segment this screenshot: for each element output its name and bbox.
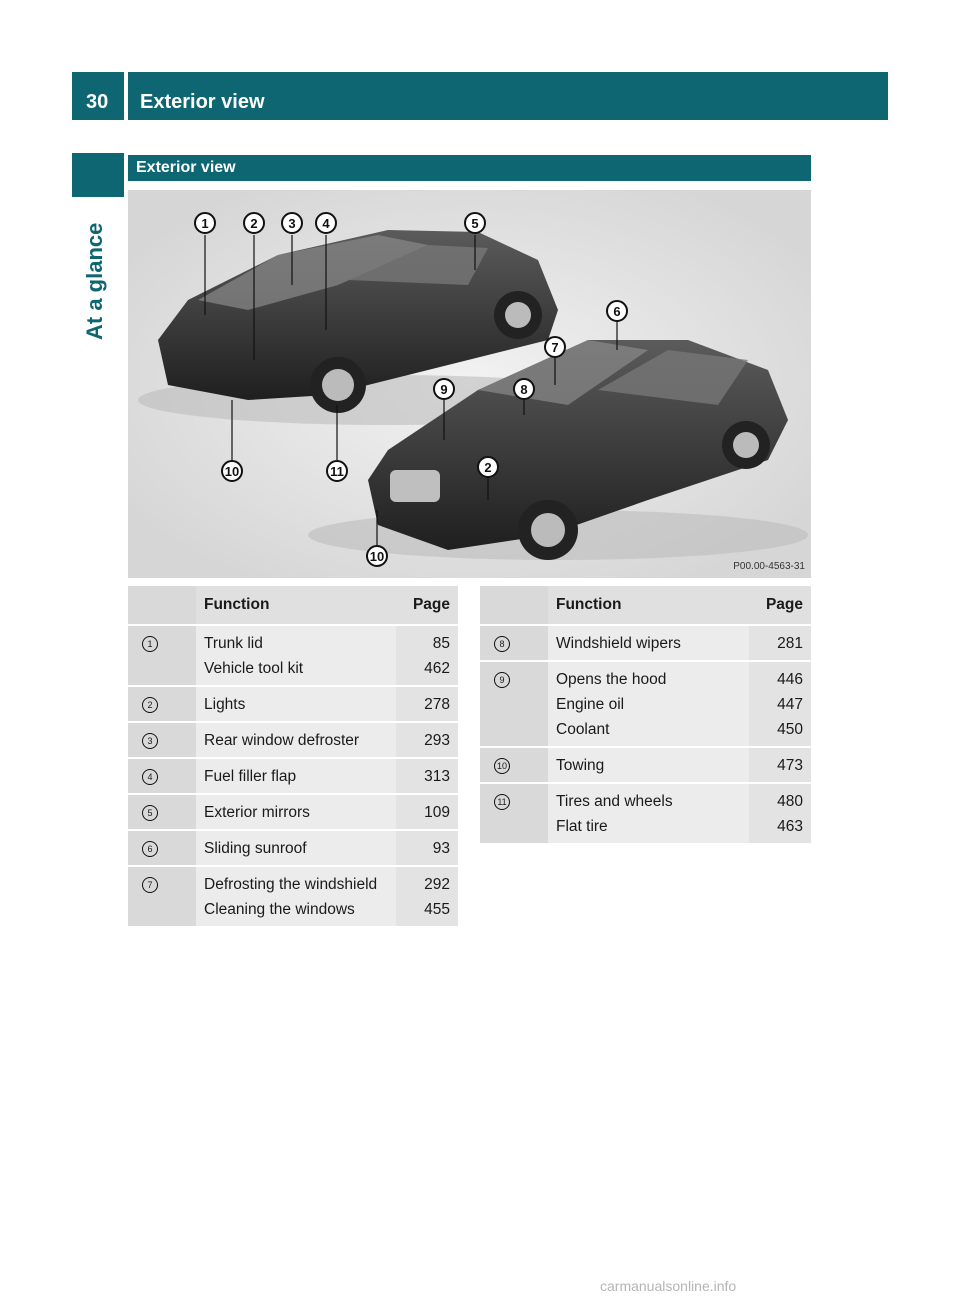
page-cell [749,783,811,843]
footer-watermark: carmanualsonline.info [600,1278,737,1294]
table-row [480,747,811,783]
function-text: Towing [556,757,605,774]
page-cell [396,830,458,866]
page-number: 30 [72,72,124,120]
function-cell [196,686,396,722]
column-header-page: Page [749,586,811,625]
side-tab-marker [72,153,124,197]
function-text: Tires and wheels [556,793,673,810]
callout-marker: 5 [464,212,486,234]
page-reference[interactable]: 281 [777,635,803,652]
table-row [128,686,458,722]
table-row [128,625,458,686]
page-reference[interactable]: 293 [424,732,450,749]
column-header-number [480,586,548,625]
column-header-function: Function [548,586,749,625]
page-reference[interactable]: 278 [424,696,450,713]
vehicle-figure [128,190,811,578]
column-header-function: Function [196,586,396,625]
page-reference[interactable]: 480 [777,793,803,810]
function-cell [196,625,396,686]
page-cell [749,747,811,783]
callout-number: 9 [494,672,510,688]
callout-marker: 2 [477,456,499,478]
callout-marker: 1 [194,212,216,234]
row-number-marker [128,686,196,722]
row-number-marker [128,625,196,686]
function-text: Defrosting the windshield [204,876,378,893]
page-reference[interactable]: 292 [424,876,450,893]
function-cell [196,830,396,866]
table-row [128,758,458,794]
function-text: Windshield wipers [556,635,681,652]
function-text: Exterior mirrors [204,804,310,821]
page-reference[interactable]: 85 [432,635,450,652]
table-row [128,722,458,758]
page-reference[interactable]: 93 [432,840,450,857]
function-cell [548,747,749,783]
page-cell [396,722,458,758]
callout-marker: 9 [433,378,455,400]
function-cell [196,758,396,794]
page-header-title: Exterior view [128,72,888,120]
page-reference[interactable]: 447 [777,696,803,713]
callout-number: 2 [142,697,158,713]
function-cell [548,661,749,747]
function-text: Engine oil [556,696,625,713]
callout-marker: 6 [606,300,628,322]
callout-number: 7 [142,877,158,893]
function-text: Coolant [556,721,610,738]
side-chapter-label: At a glance [82,222,107,340]
function-cell [196,722,396,758]
function-text: Sliding sunroof [204,840,307,857]
function-table-right [480,586,811,843]
function-cell [548,783,749,843]
section-title: Exterior view [128,155,811,181]
function-table-left [128,586,458,926]
function-cell [196,794,396,830]
function-text: Lights [204,696,246,713]
row-number-marker [480,625,548,661]
page-reference[interactable]: 109 [424,804,450,821]
page-reference[interactable]: 450 [777,721,803,738]
page-cell [396,794,458,830]
callout-number: 8 [494,636,510,652]
row-number-marker [128,794,196,830]
function-cell [548,625,749,661]
callout-marker: 2 [243,212,265,234]
row-number-marker [480,783,548,843]
callout-number: 6 [142,841,158,857]
page-cell [749,625,811,661]
function-text: Opens the hood [556,671,667,688]
table-row [128,866,458,926]
row-number-marker [128,722,196,758]
table-row [480,661,811,747]
row-number-marker [128,866,196,926]
function-text: Cleaning the windows [204,901,355,918]
callout-number: 5 [142,805,158,821]
page-reference[interactable]: 446 [777,671,803,688]
callout-number: 11 [494,794,510,810]
page-cell [396,866,458,926]
callout-number: 4 [142,769,158,785]
callout-marker: 7 [544,336,566,358]
column-header-page: Page [396,586,458,625]
row-number-marker [480,661,548,747]
vehicle-illustration [128,190,811,578]
page-reference[interactable]: 473 [777,757,803,774]
function-text: Flat tire [556,818,608,835]
figure-code: P00.00-4563-31 [733,561,805,572]
page-cell [396,686,458,722]
page-reference[interactable]: 313 [424,768,450,785]
function-text: Trunk lid [204,635,263,652]
callout-marker: 8 [513,378,535,400]
table-row [128,830,458,866]
table-row [128,794,458,830]
callout-marker: 11 [326,460,348,482]
callout-number: 1 [142,636,158,652]
callout-number: 3 [142,733,158,749]
row-number-marker [128,830,196,866]
table-row [480,783,811,843]
function-text: Vehicle tool kit [204,660,304,677]
function-cell [196,866,396,926]
row-number-marker [480,747,548,783]
page-cell [396,625,458,686]
callout-marker: 10 [366,545,388,567]
page-cell [749,661,811,747]
page-cell [396,758,458,794]
function-text: Rear window defroster [204,732,360,749]
table-row [480,625,811,661]
page-reference[interactable]: 462 [424,660,450,677]
page-reference[interactable]: 463 [777,818,803,835]
callout-number: 10 [494,758,510,774]
callout-marker: 3 [281,212,303,234]
page-reference[interactable]: 455 [424,901,450,918]
row-number-marker [128,758,196,794]
callout-marker: 4 [315,212,337,234]
column-header-number [128,586,196,625]
function-text: Fuel filler flap [204,768,297,785]
callout-marker: 10 [221,460,243,482]
